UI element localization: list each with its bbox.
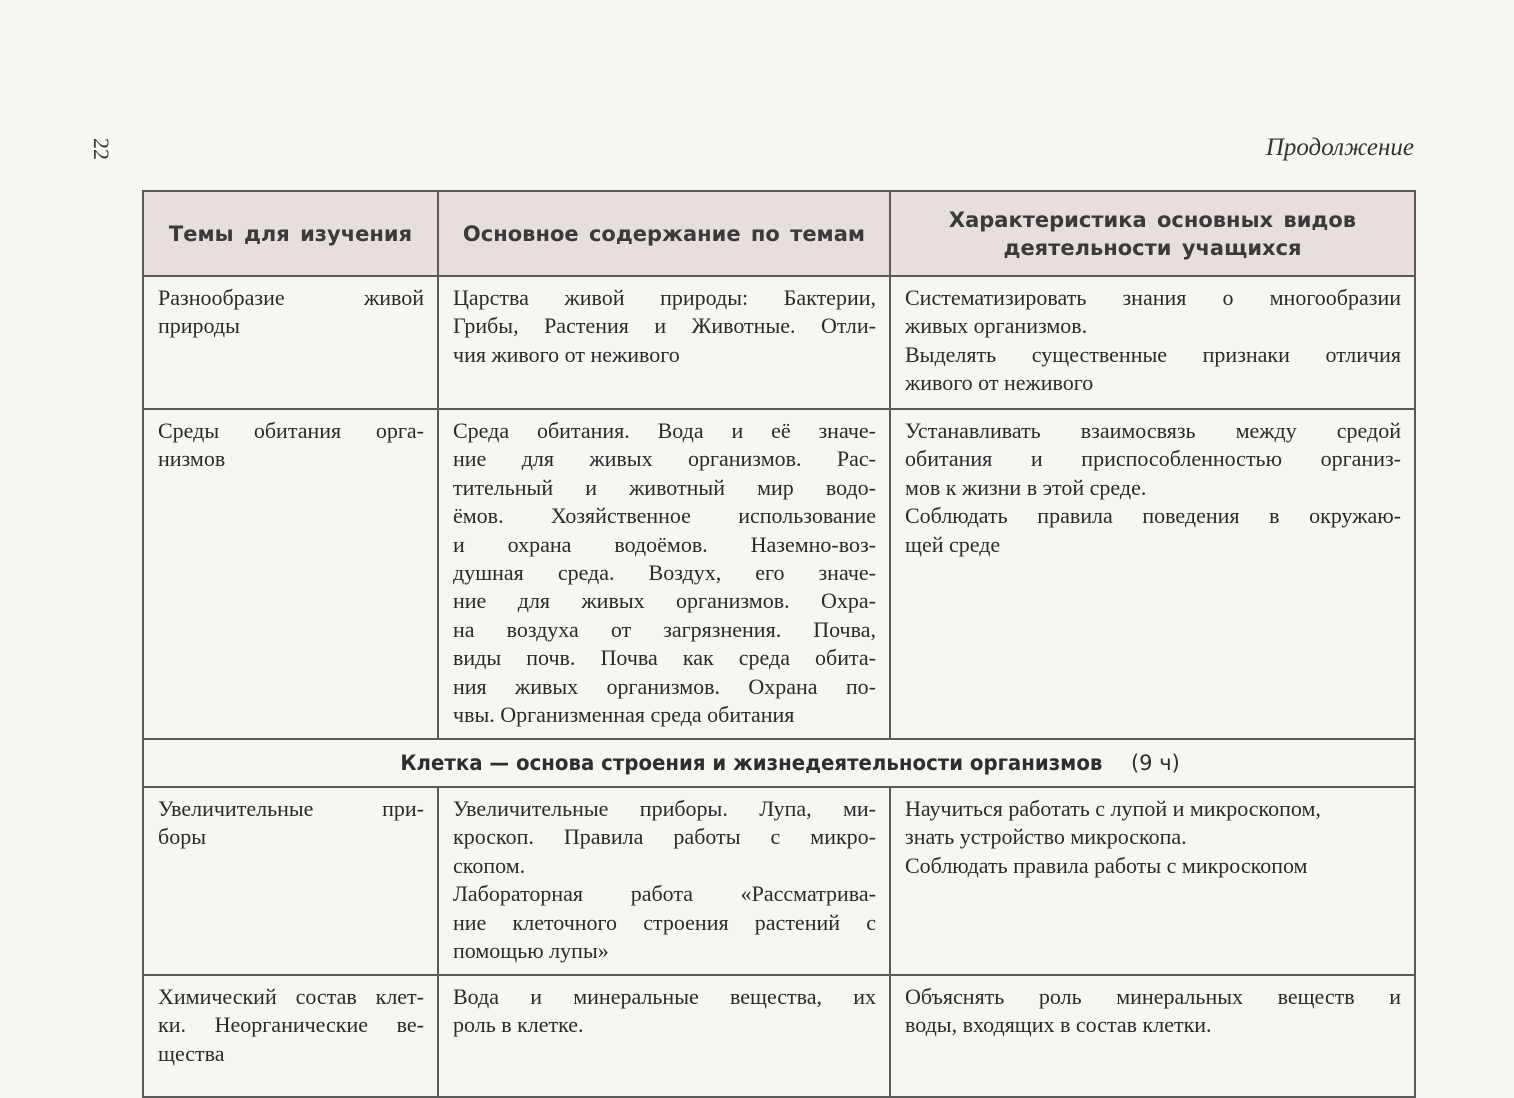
text-line: Систематизировать знания о многообразии (905, 285, 1401, 310)
header-topics (143, 191, 438, 276)
topic-cell (143, 409, 438, 739)
table-row (143, 975, 1415, 1097)
text-line: Соблюдать правила поведения в окружаю- (905, 503, 1401, 529)
text-line: обитания и приспособленностью организ- (905, 446, 1401, 472)
activities-cell (890, 409, 1415, 739)
text-line: Научиться работать с лупой и микроскопом, (905, 796, 1321, 821)
text-line: ния живых организмов. Охрана по- (453, 673, 876, 699)
topic-cell (143, 787, 438, 975)
topic-cell (143, 276, 438, 409)
text-line: Выделять существенные признаки отличия (905, 341, 1401, 367)
table-row (143, 409, 1415, 739)
text-line: помощью лупы» (453, 938, 609, 964)
continuation-label: Продолжение (1265, 134, 1414, 161)
section-hours: (9 ч) (1130, 751, 1180, 775)
text-line: знать устройство микроскопа. (905, 824, 1187, 850)
text-line: Соблюдать правила работы с микроскопом (905, 852, 1308, 878)
text-line: на воздуха от загрязнения. Почва, (453, 616, 876, 642)
text-line: Среда обитания. Вода и её значе- (453, 418, 876, 443)
text-line: живых организмов. (905, 313, 1088, 339)
header-activities (890, 191, 1415, 276)
table-row (143, 276, 1415, 409)
header-activities-label: Характеристика основных видов деятельности учащихся (948, 207, 1357, 260)
text-line: боры (158, 824, 206, 850)
activities-cell (890, 975, 1415, 1097)
text-line: душная среда. Воздух, его значе- (453, 560, 876, 586)
text-line: Среды обитания орга- (158, 418, 424, 443)
text-line: щей среде (905, 531, 1001, 557)
content-cell (438, 975, 890, 1097)
section-title: Клетка — основа строения и жизнедеятельности организмов (400, 751, 1103, 775)
table-row (143, 787, 1415, 975)
header-topics-label: Темы для изучения (168, 221, 413, 246)
content-cell (438, 787, 890, 975)
text-line: воды, входящих в состав клетки. (905, 1012, 1212, 1038)
text-line: низмов (158, 446, 226, 472)
text-line: Лабораторная работа «Рассматрива- (453, 881, 876, 907)
text-line: Разнообразие живой (158, 285, 424, 310)
text-line: ки. Неорганические ве- (158, 1012, 424, 1038)
text-line: Царства живой природы: Бактерии, (453, 285, 876, 310)
text-line: ние для живых организмов. Охра- (453, 588, 876, 614)
text-line: Грибы, Растения и Животные. Отли- (453, 313, 876, 339)
section-heading (143, 739, 1415, 787)
text-line: Увеличительные приборы. Лупа, ми- (453, 796, 876, 821)
content-cell (438, 409, 890, 739)
section-heading-row (143, 739, 1415, 787)
text-line: тительный и животный мир водо- (453, 474, 876, 500)
activities-cell (890, 276, 1415, 409)
page-number: 22 (89, 138, 114, 160)
topic-cell (143, 975, 438, 1097)
text-line: Вода и минеральные вещества, их (453, 984, 876, 1009)
header-content-label: Основное содержание по темам (462, 221, 866, 246)
text-line: роль в клетке. (453, 1012, 584, 1038)
text-line: мов к жизни в этой среде. (905, 474, 1147, 500)
table-header-row (143, 191, 1415, 276)
activities-cell (890, 787, 1415, 975)
text-line: ние для живых организмов. Рас- (453, 446, 876, 472)
text-line: Объяснять роль минеральных веществ и (905, 984, 1401, 1009)
text-line: Увеличительные при- (158, 796, 424, 821)
text-line: ние клеточного строения растений с (453, 909, 876, 935)
text-line: чвы. Организменная среда обитания (453, 702, 795, 728)
curriculum-table (142, 190, 1416, 1098)
text-line: чия живого от неживого (453, 341, 680, 367)
text-line: виды почв. Почва как среда обита- (453, 645, 876, 671)
text-line: ёмов. Хозяйственное использование (453, 503, 876, 529)
text-line: скопом. (453, 852, 526, 878)
text-line: щества (158, 1040, 225, 1066)
text-line: Устанавливать взаимосвязь между средой (905, 418, 1401, 443)
text-line: живого от неживого (905, 370, 1094, 396)
text-line: кроскоп. Правила работы с микро- (453, 824, 876, 850)
content-cell (438, 276, 890, 409)
text-line: Химический состав клет- (158, 984, 424, 1009)
text-line: природы (158, 313, 240, 339)
text-line: и охрана водоёмов. Наземно-воз- (453, 531, 876, 557)
header-content (438, 191, 890, 276)
